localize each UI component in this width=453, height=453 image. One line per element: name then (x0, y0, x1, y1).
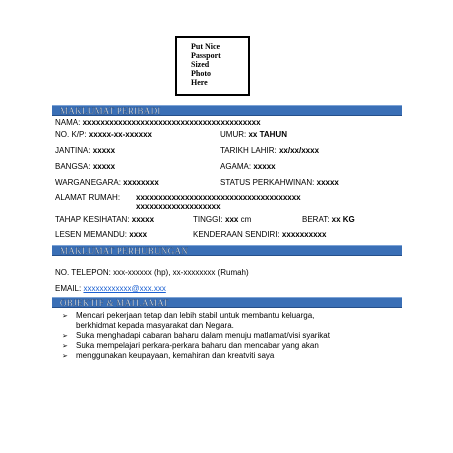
berat-row (302, 215, 355, 225)
nama-row (55, 118, 261, 128)
kenderaan-row (193, 230, 326, 240)
alamat-line1-value: xxxxxxxxxxxxxxxxxxxxxxxxxxxxxxxxxxxxx (136, 193, 301, 202)
objective-item (60, 351, 405, 361)
email-label: EMAIL: (55, 284, 82, 293)
photo-placeholder (175, 36, 250, 96)
nama-label: NAMA: (55, 118, 81, 127)
warga-row (55, 178, 159, 188)
nokp-value: xxxxx-xx-xxxxxx (88, 130, 152, 139)
lesen-label: LESEN MEMANDU: (55, 230, 128, 239)
nama-value: xxxxxxxxxxxxxxxxxxxxxxxxxxxxxxxxxxxxxxxx (82, 118, 261, 127)
arrow-bullet-icon: ➢ (62, 343, 68, 350)
kenderaan-value: xxxxxxxxxx (281, 230, 327, 239)
kesihatan-row (55, 215, 154, 225)
kesihatan-label: TAHAP KESIHATAN: (55, 215, 130, 224)
objective-item-continued (60, 321, 405, 331)
status-row (220, 178, 339, 188)
jantina-value: xxxxx (92, 146, 116, 155)
tinggi-label: TINGGI: (193, 215, 223, 224)
alamat-label: ALAMAT RUMAH: (55, 193, 121, 202)
nokp-row (55, 130, 152, 140)
umur-label: UMUR: (220, 130, 247, 139)
alamat-line-2 (136, 202, 221, 212)
agama-row (220, 162, 276, 172)
agama-label: AGAMA: (220, 162, 252, 171)
tarikh-value: xx/xx/xxxx (278, 146, 320, 155)
umur-row (220, 130, 287, 140)
bangsa-label: BANGSA: (55, 162, 91, 171)
jantina-label: JANTINA: (55, 146, 91, 155)
objective-text: Mencari pekerjaan tetap dan lebih stabil untuk membantu keluarga, (76, 311, 315, 320)
objective-text: Suka mempelajari perkara-perkara baharu dan mencabar yang akan (76, 341, 319, 350)
objective-text: Suka menghadapi cabaran baharu dalam menuju matlamat/visi syarikat (76, 331, 330, 340)
tarikh-label: TARIKH LAHIR: (220, 146, 277, 155)
kenderaan-label: KENDERAAN SENDIRI: (193, 230, 280, 239)
objective-item (60, 331, 405, 341)
email-link[interactable]: xxxxxxxxxxxx@xxx.xxx (83, 284, 166, 293)
alamat-line2-value: xxxxxxxxxxxxxxxxxxx (136, 202, 221, 211)
bangsa-row (55, 162, 115, 172)
status-value: xxxxx (316, 178, 339, 187)
objective-text: berkhidmat kepada masyarakat dan Negara. (76, 321, 234, 330)
section-header-objective: OBJEKTIF & MATLAMAT (52, 297, 402, 308)
section-header-contact: MAKLUMAT PERHUBUNGAN (52, 245, 402, 256)
lesen-row (55, 230, 147, 240)
objective-list (60, 311, 405, 361)
berat-value: xx KG (331, 215, 355, 224)
objective-text: menggunakan keupayaan, kemahiran dan kreatviti saya (76, 351, 275, 360)
kesihatan-value: xxxxx (131, 215, 155, 224)
arrow-bullet-icon: ➢ (62, 333, 68, 340)
email-row (55, 284, 166, 294)
umur-value: xx TAHUN (248, 130, 287, 139)
nokp-label: NO. K/P: (55, 130, 87, 139)
agama-value: xxxxx (253, 162, 276, 171)
telefon-value: xxx-xxxxxx (hp), xx-xxxxxxxx (Rumah) (113, 268, 249, 277)
jantina-row (55, 146, 115, 156)
bangsa-value: xxxxx (92, 162, 116, 171)
status-label: STATUS PERKAHWINAN: (220, 178, 315, 187)
alamat-row (55, 193, 120, 203)
lesen-value: xxxx (129, 230, 148, 239)
warga-label: WARGANEGARA: (55, 178, 121, 187)
tarikh-row (220, 146, 319, 156)
photo-placeholder-text: Put Nice Passport Sized Photo Here (191, 42, 221, 87)
arrow-bullet-icon: ➢ (62, 313, 68, 320)
arrow-bullet-icon: ➢ (62, 353, 68, 360)
objective-item (60, 341, 405, 351)
section-header-personal: MAKLUMAT PERIBADI (52, 105, 402, 116)
warga-value: xxxxxxxx (123, 178, 159, 187)
objective-item (60, 311, 405, 321)
telefon-row (55, 268, 249, 278)
tinggi-value: xxx (225, 215, 239, 224)
tinggi-row (193, 215, 251, 225)
tinggi-unit: cm (240, 215, 252, 224)
telefon-label-text: NO. TELEPON: (55, 268, 111, 277)
berat-label: BERAT: (302, 215, 330, 224)
